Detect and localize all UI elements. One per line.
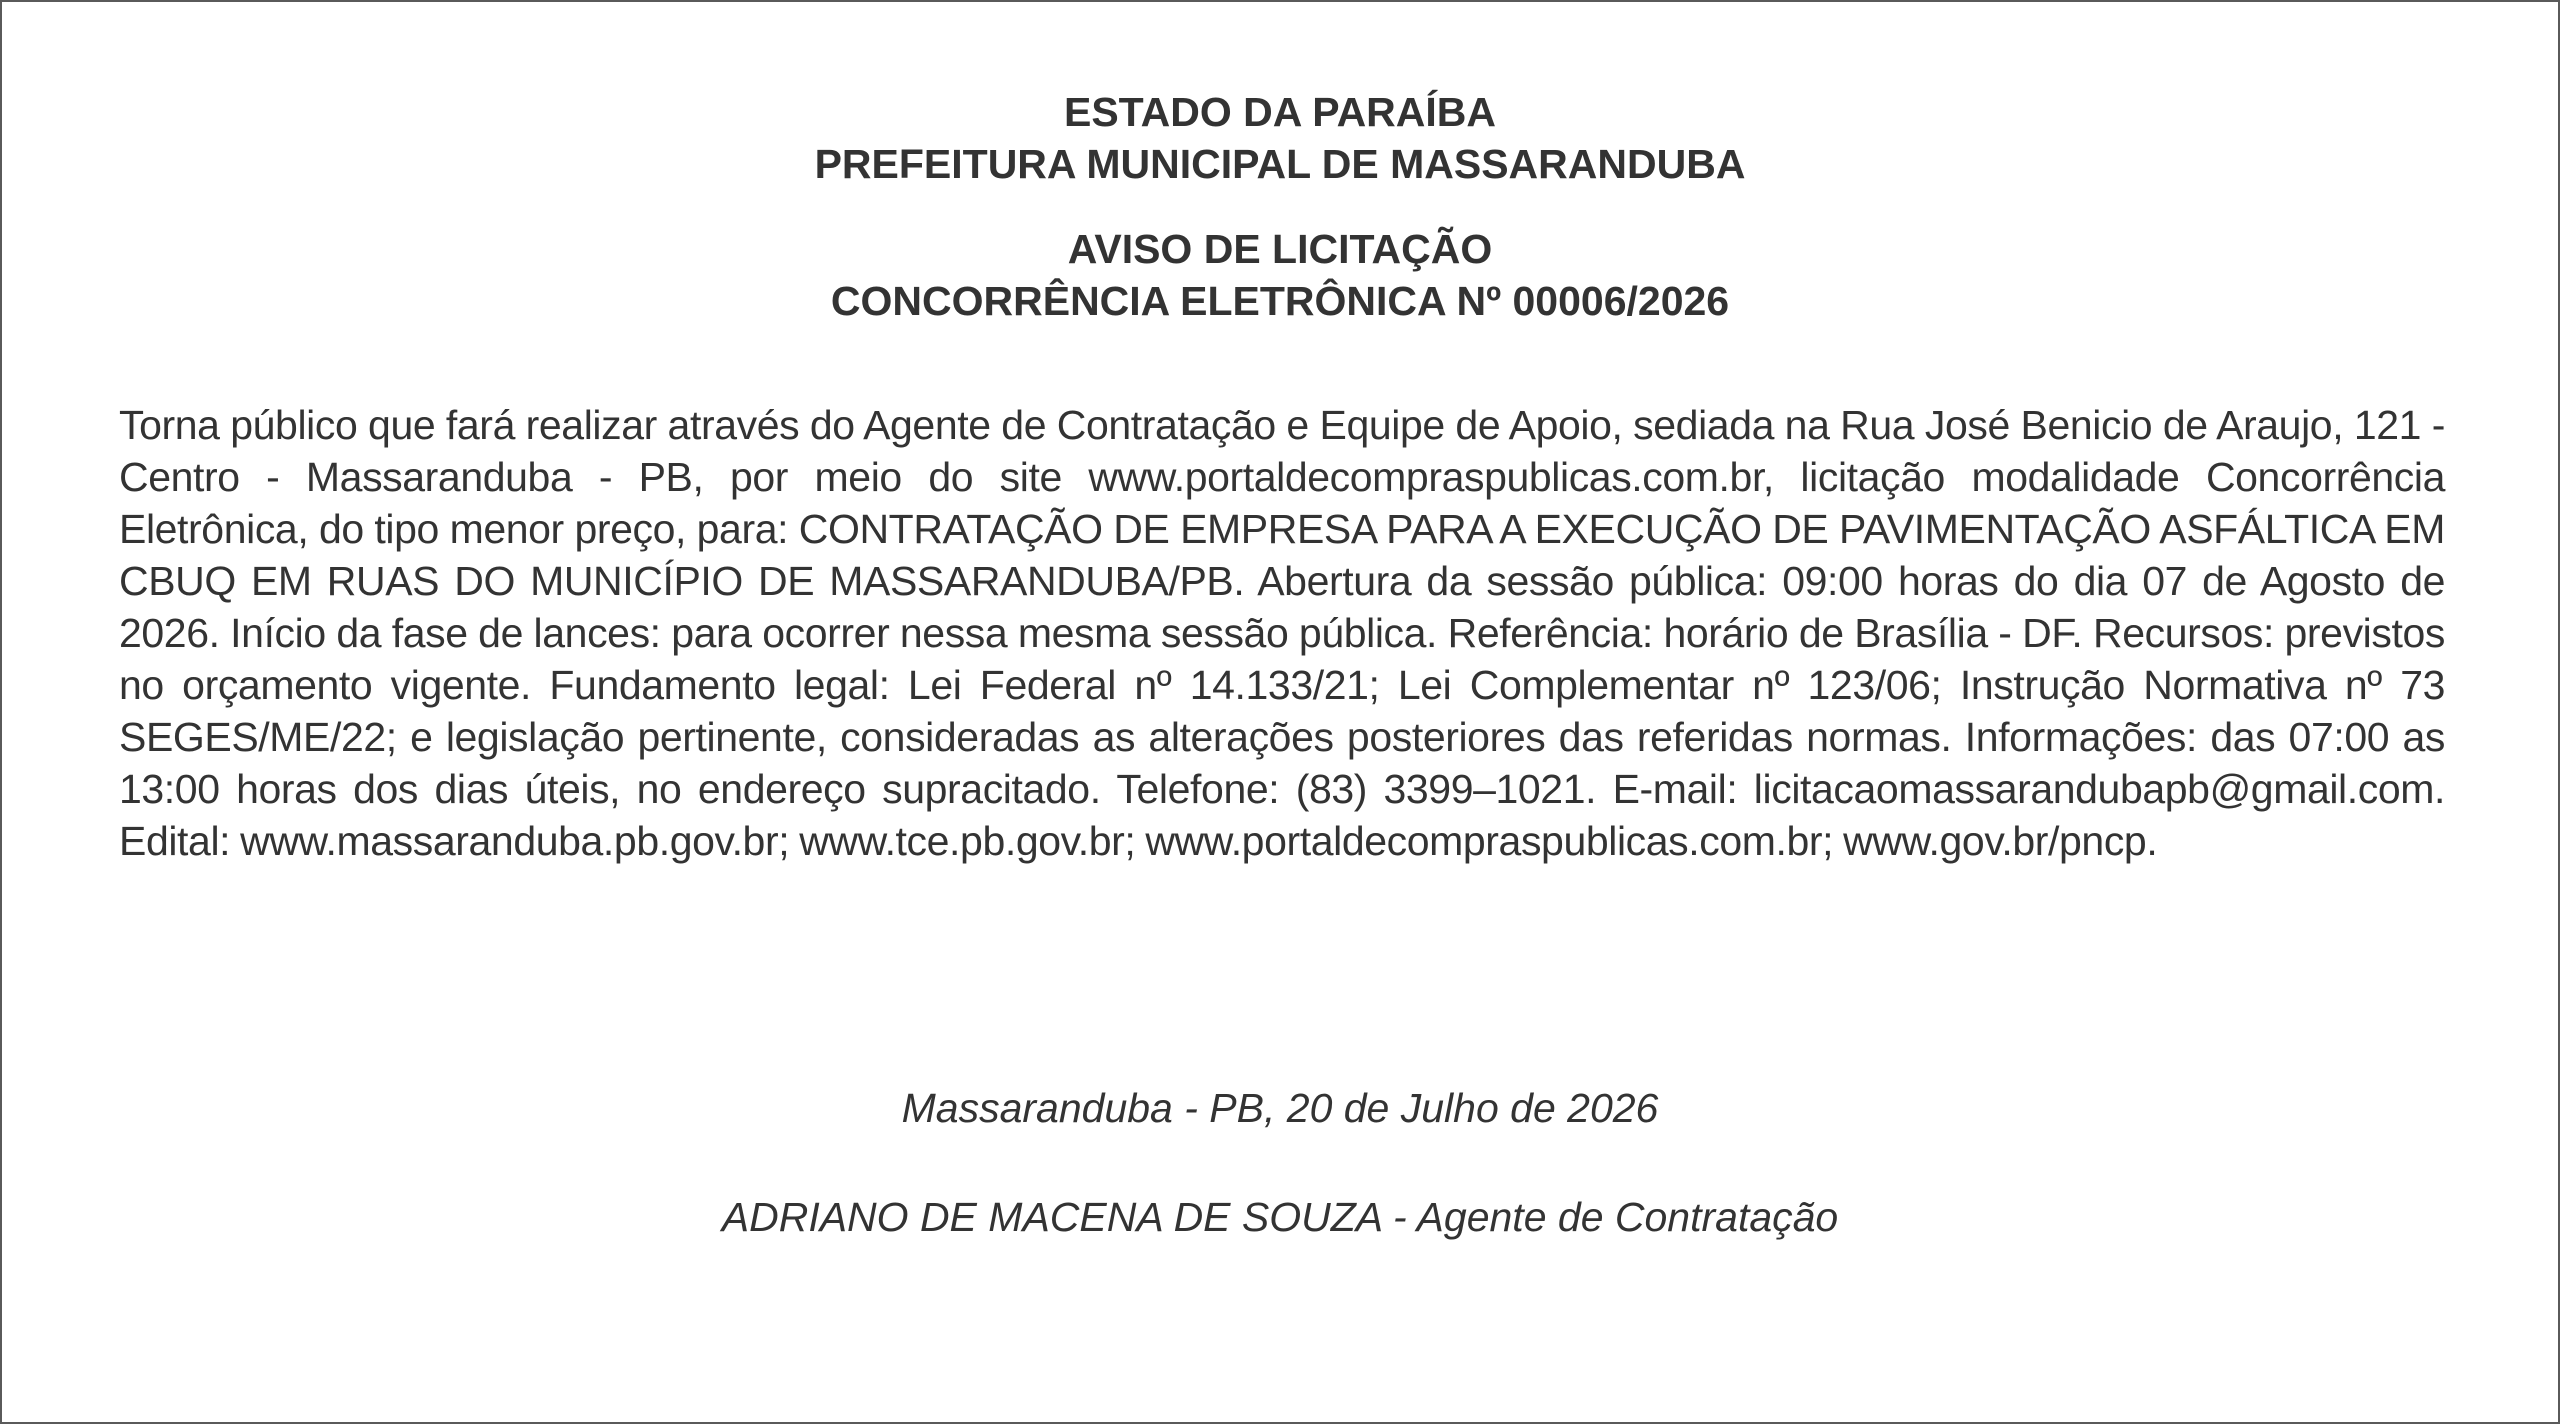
state-heading: ESTADO DA PARAÍBA [1063, 89, 1497, 135]
procurement-number: CONCORRÊNCIA ELETRÔNICA Nº 00006/2026 [830, 278, 1730, 324]
place-date: Massaranduba - PB, 20 de Julho de 2026 [901, 1085, 1659, 1131]
prefecture-heading: PREFEITURA MUNICIPAL DE MASSARANDUBA [814, 141, 1746, 187]
notice-body-text: Torna público que fará realizar através do Agente de Contratação e Equipe de Apoio, sediada na Rua José Benicio de Araujo, 121 - Centro - Massaranduba - PB, por meio do site www.portaldecompraspublicas.com.br, licitação modalidade Concorrência Eletrônica, do tipo menor preço, para: CONTRATAÇÃO DE EMPRESA PARA A EXECUÇÃO DE PAVIMENTAÇÃO ASFÁLTICA EM CBUQ EM RUAS DO MUNICÍPIO DE MASSARANDUBA/PB. Abertura da sessão pública: 09:00 horas do dia 07 de Agosto de 2026. Início da fase de lances: para ocorrer nessa mesma sessão pública. Referência: horário de Brasília - DF. Recursos: previstos no orçamento vigente. Fundamento legal: Lei Federal nº 14.133/21; Lei Complementar nº 123/06; Instrução Normativa nº 73 SEGES/ME/22; e legislação pertinente, consideradas as alterações posteriores das referidas normas. Informações: das 07:00 as 13:00 horas dos dias úteis, no endereço supracitado. Telefone: (83) 3399–1021. E-mail: licitacaomassarandubapb@gmail.com. Edital: www.massaranduba.pb.gov.br; www.tce.pb.gov.br; www.portaldecompraspublicas.com.br; www.gov.br/pncp. [119, 402, 2445, 864]
notice-header [2, 86, 2558, 327]
notice-body [119, 399, 2445, 867]
header-spacer [2, 190, 2558, 223]
notice-title: AVISO DE LICITAÇÃO [1067, 226, 1493, 272]
signature-line: ADRIANO DE MACENA DE SOUZA - Agente de Contratação [721, 1194, 1839, 1240]
